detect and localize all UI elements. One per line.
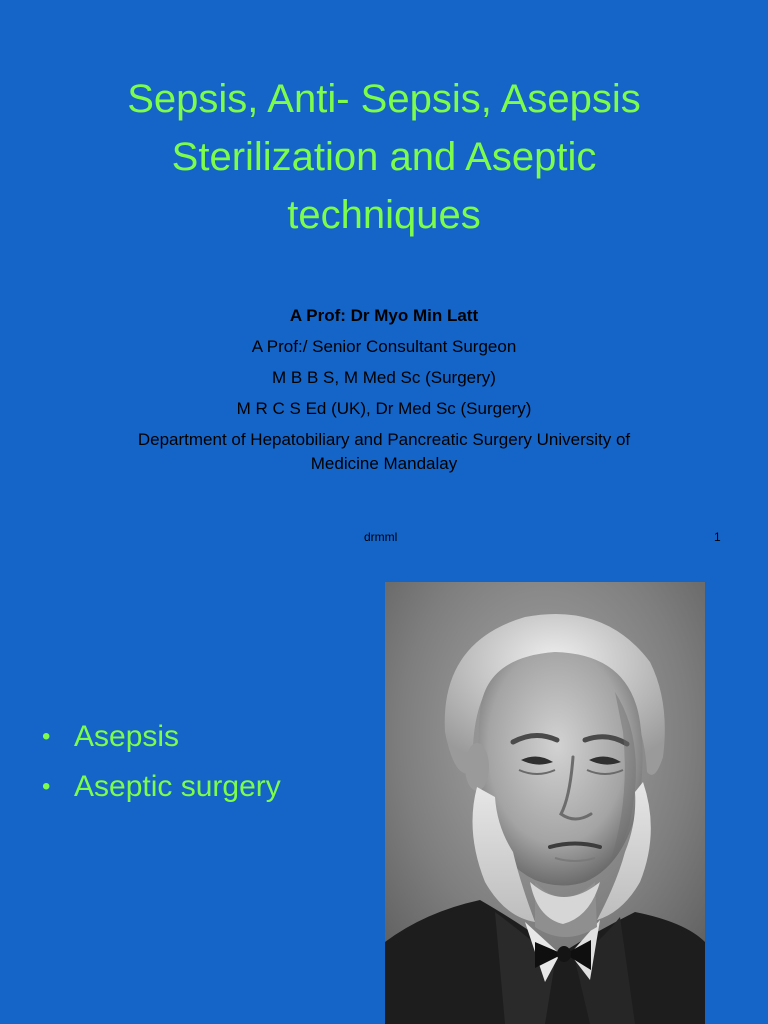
title-line: techniques bbox=[287, 193, 481, 237]
author-block bbox=[40, 300, 728, 476]
author-qualifications: M R C S Ed (UK), Dr Med Sc (Surgery) bbox=[236, 399, 532, 418]
author-position: A Prof:/ Senior Consultant Surgeon bbox=[251, 337, 517, 356]
author-department bbox=[40, 428, 728, 476]
slide-number: 1 bbox=[714, 530, 721, 544]
department-line: Department of Hepatobiliary and Pancreatic Surgery University of bbox=[137, 430, 631, 449]
bullet-dot-icon: • bbox=[42, 773, 51, 800]
bullet-text: Asepsis bbox=[74, 720, 180, 753]
title-line: Sepsis, Anti- Sepsis, Asepsis bbox=[127, 77, 641, 121]
content-slide bbox=[0, 562, 768, 1024]
portrait-photo bbox=[385, 582, 705, 1024]
department-line: Medicine Mandalay bbox=[310, 454, 458, 473]
author-degrees: M B B S, M Med Sc (Surgery) bbox=[272, 368, 496, 387]
bullet-item bbox=[42, 712, 281, 762]
bullet-text: Aseptic surgery bbox=[74, 770, 281, 803]
bullet-dot-icon: • bbox=[42, 723, 51, 750]
bullet-list bbox=[42, 712, 281, 812]
title-line: Sterilization and Aseptic bbox=[171, 135, 597, 179]
footer-label: drmml bbox=[364, 530, 398, 544]
slide-title bbox=[40, 70, 728, 244]
author-name: A Prof: Dr Myo Min Latt bbox=[289, 306, 479, 325]
portrait-illustration bbox=[385, 582, 705, 1024]
bullet-item bbox=[42, 762, 281, 812]
